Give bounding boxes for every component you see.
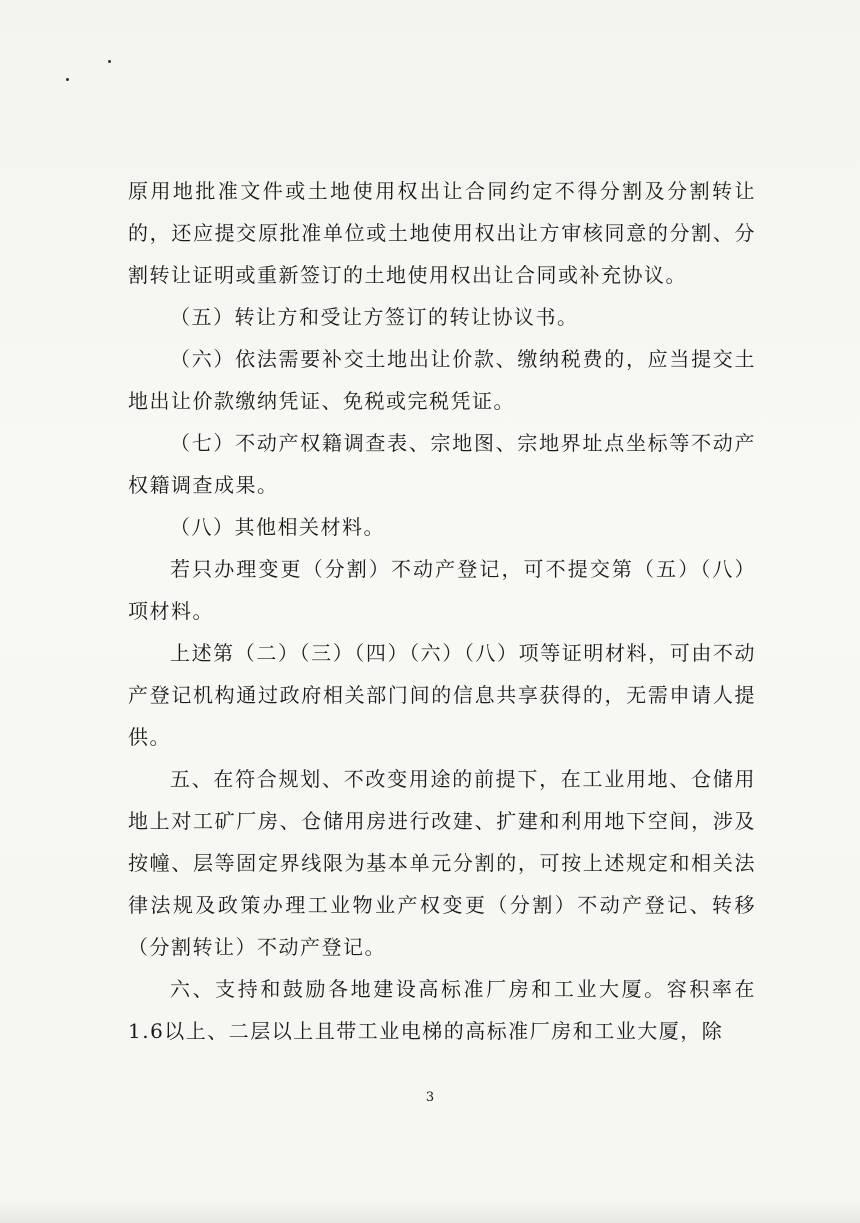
scan-bottom-edge xyxy=(0,1200,860,1223)
document-body xyxy=(128,170,756,1052)
paragraph-item-7: （七）不动产权籍调查表、宗地图、宗地界址点坐标等不动产权籍调查成果。 xyxy=(128,431,756,497)
paragraph-item-6: （六）依法需要补交土地出让价款、缴纳税费的，应当提交土地出让价款缴纳凭证、免税或完税凭证。 xyxy=(128,347,756,413)
scan-speck xyxy=(108,60,111,63)
paragraph-section-6: 六、支持和鼓励各地建设高标准厂房和工业大厦。容积率在1.6以上、二层以上且带工业电梯的高标准厂房和工业大厦，除 xyxy=(128,977,756,1043)
page-number: 3 xyxy=(425,1090,435,1105)
scan-speck xyxy=(66,78,69,81)
paragraph-item-5: （五）转让方和受让方签订的转让协议书。 xyxy=(170,305,579,329)
paragraph-continued: 原用地批准文件或土地使用权出让合同约定不得分割及分割转让的，还应提交原批准单位或土地使用权出让方审核同意的分割、分割转让证明或重新签订的土地使用权出让合同或补充协议。 xyxy=(128,179,756,287)
paragraph-item-8: （八）其他相关材料。 xyxy=(170,515,385,539)
paragraph-change-registration: 若只办理变更（分割）不动产登记，可不提交第（五）（八）项材料。 xyxy=(128,557,756,623)
paragraph-section-5: 五、在符合规划、不改变用途的前提下，在工业用地、仓储用地上对工矿厂房、仓储用房进行改建、扩建和利用地下空间，涉及按幢、层等固定界线限为基本单元分割的，可按上述规定和相关法律法规及政策办理工业物业产权变更（分割）不动产登记、转移（分割转让）不动产登记。 xyxy=(128,767,756,959)
paragraph-info-sharing: 上述第（二）（三）（四）（六）（八）项等证明材料，可由不动产登记机构通过政府相关部门间的信息共享获得的，无需申请人提供。 xyxy=(128,641,756,749)
